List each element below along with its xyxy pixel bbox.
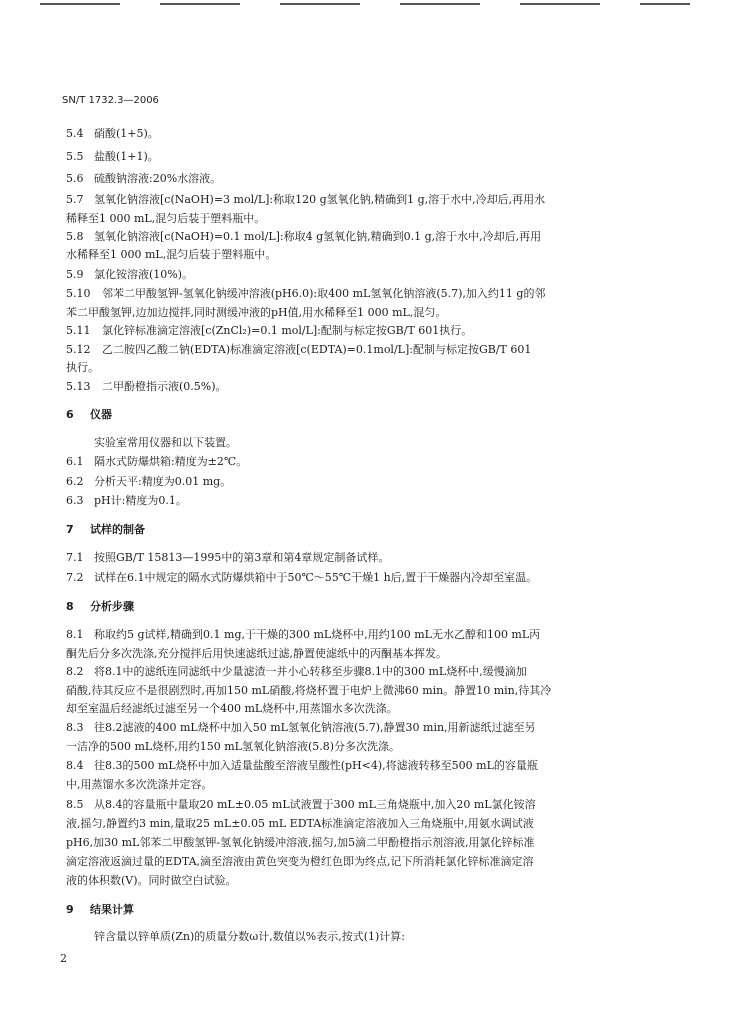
- text-line: [66, 549, 389, 565]
- clause-number: 6.3: [66, 494, 84, 507]
- line-text: 液,摇匀,静置约3 min,量取25 mL±0.05 mL EDTA标准滴定溶液加入三角烧瓶中,用氨水调试液: [66, 817, 534, 830]
- clause-number: 5.9: [66, 268, 84, 281]
- text-line: [66, 246, 276, 262]
- line-text: 酮先后分多次洗涤,充分搅拌后用快速滤纸过滤,静置使滤纸中的丙酮基本挥发。: [66, 647, 447, 660]
- clause-number: 5.10: [66, 287, 91, 300]
- document-header: SN/T 1732.3—2006: [62, 95, 159, 106]
- text-line: [66, 796, 536, 812]
- text-line: [66, 228, 541, 244]
- text-line: [66, 738, 400, 754]
- line-text: 邻苯二甲酸氢钾-氢氧化钠缓冲溶液(pH6.0):取400 mL氢氧化钠溶液(5.7),加入约11 g的邻: [102, 287, 546, 300]
- clause-number: 8.2: [66, 665, 84, 678]
- line-text: 乙二胺四乙酸二钠(EDTA)标准滴定溶液[c(EDTA)=0.1mol/L]:配制与标定按GB/T 601: [102, 343, 532, 356]
- text-line: [66, 304, 446, 320]
- section-heading: [66, 598, 134, 614]
- text-line: [66, 378, 227, 394]
- text-line: [66, 359, 99, 375]
- line-text: pH6,加30 mL邻苯二甲酸氢钾-氢氧化钠缓冲溶液,摇匀,加5滴二甲酚橙指示剂溶液,用氯化锌标准: [66, 836, 535, 849]
- clause-number: 5.11: [66, 324, 91, 337]
- text-line: [66, 719, 536, 735]
- line-text: 氯化锌标准滴定溶液[c(ZnCl₂)=0.1 mol/L]:配制与标定按GB/T 601执行。: [102, 324, 473, 337]
- clause-number: 8.3: [66, 721, 84, 734]
- line-text: 氯化铵溶液(10%)。: [94, 268, 194, 281]
- text-line: [66, 125, 159, 141]
- text-line: [66, 170, 221, 186]
- top-rule: [40, 3, 690, 5]
- line-text: 实验室常用仪器和以下装置。: [94, 436, 237, 449]
- line-text: 往8.3的500 mL烧杯中加入适量盐酸至溶液呈酸性(pH<4),将滤液转移至500 mL的容量瓶: [94, 759, 538, 772]
- text-line: [66, 285, 545, 301]
- line-text: 试样的制备: [90, 523, 145, 536]
- clause-number: 5.5: [66, 150, 84, 163]
- clause-number: 7: [66, 523, 74, 536]
- clause-number: 8.4: [66, 759, 84, 772]
- clause-number: 5.7: [66, 193, 84, 206]
- clause-number: 8.1: [66, 628, 84, 641]
- clause-number: 7.1: [66, 551, 84, 564]
- page-number: 2: [60, 952, 67, 965]
- line-text: pH计:精度为0.1。: [94, 494, 187, 507]
- text-line: [66, 266, 193, 282]
- text-line: [66, 663, 527, 679]
- line-text: 锌含量以锌单质(Zn)的质量分数ω计,数值以%表示,按式(1)计算:: [94, 930, 406, 943]
- clause-number: 5.4: [66, 127, 84, 140]
- line-text: 往8.2滤液的400 mL烧杯中加入50 mL氢氧化钠溶液(5.7),静置30 min,用新滤纸过滤至另: [94, 721, 536, 734]
- clause-number: 9: [66, 903, 74, 916]
- text-line: [66, 210, 265, 226]
- text-line: [66, 148, 159, 164]
- line-text: 水稀释至1 000 mL,混匀后装于塑料瓶中。: [66, 248, 277, 261]
- clause-number: 7.2: [66, 571, 84, 584]
- line-text: 分析天平:精度为0.01 mg。: [94, 475, 232, 488]
- text-line: [66, 776, 213, 792]
- text-line: [66, 191, 545, 207]
- line-text: 苯二甲酸氢钾,边加边搅拌,同时测缓冲液的pH值,用水稀释至1 000 mL,混匀。: [66, 306, 447, 319]
- line-text: 执行。: [66, 361, 99, 374]
- line-text: 稀释至1 000 mL,混匀后装于塑料瓶中。: [66, 212, 266, 225]
- line-text: 按照GB/T 15813—1995中的第3章和第4章规定制备试样。: [94, 551, 390, 564]
- text-line: [66, 757, 538, 773]
- line-text: 一洁净的500 mL烧杯,用约150 mL氢氧化钠溶液(5.8)分多次洗涤。: [66, 740, 401, 753]
- text-line: [66, 645, 447, 661]
- line-text: 二甲酚橙指示液(0.5%)。: [102, 380, 227, 393]
- text-line: [94, 434, 237, 450]
- text-line: [66, 341, 531, 357]
- section-heading: [66, 406, 112, 422]
- text-line: [66, 815, 534, 831]
- text-line: [66, 682, 551, 698]
- line-text: 分析步骤: [90, 600, 134, 613]
- section-heading: [66, 521, 145, 537]
- line-text: 隔水式防爆烘箱:精度为±2℃。: [94, 455, 248, 468]
- line-text: 盐酸(1+1)。: [94, 150, 159, 163]
- text-line: [66, 834, 535, 850]
- clause-number: 5.6: [66, 172, 84, 185]
- line-text: 滴定溶液返滴过量的EDTA,滴至溶液由黄色突变为橙红色即为终点,记下所消耗氯化锌标准滴定溶: [66, 855, 534, 868]
- line-text: 硫酸钠溶液:20%水溶液。: [94, 172, 222, 185]
- text-line: [66, 473, 231, 489]
- clause-number: 8: [66, 600, 74, 613]
- line-text: 称取约5 g试样,精确到0.1 mg,于干燥的300 mL烧杯中,用约100 mL无水乙醇和100 mL丙: [94, 628, 541, 641]
- line-text: 却至室温后经滤纸过滤至另一个400 mL烧杯中,用蒸馏水多次洗涤。: [66, 702, 398, 715]
- clause-number: 8.5: [66, 798, 84, 811]
- text-line: [66, 853, 534, 869]
- line-text: 硝酸,待其反应不是很剧烈时,再加150 mL硝酸,将烧杯置于电炉上微沸60 min。静置10 min,待其冷: [66, 684, 552, 697]
- text-line: [94, 928, 405, 944]
- clause-number: 5.12: [66, 343, 91, 356]
- line-text: 中,用蒸馏水多次洗涤并定容。: [66, 778, 213, 791]
- line-text: 从8.4的容量瓶中量取20 mL±0.05 mL试液置于300 mL三角烧瓶中,加入20 mL氯化铵溶: [94, 798, 536, 811]
- text-line: [66, 322, 472, 338]
- clause-number: 5.8: [66, 230, 84, 243]
- line-text: 液的体积数(V)。同时做空白试验。: [66, 874, 237, 887]
- text-line: [66, 492, 187, 508]
- text-line: [66, 453, 247, 469]
- clause-number: 6.1: [66, 455, 84, 468]
- clause-number: 6.2: [66, 475, 84, 488]
- text-line: [66, 569, 537, 585]
- line-text: 结果计算: [90, 903, 134, 916]
- clause-number: 5.13: [66, 380, 91, 393]
- section-heading: [66, 901, 134, 917]
- clause-number: 6: [66, 408, 74, 421]
- line-text: 氢氧化钠溶液[c(NaOH)=3 mol/L]:称取120 g氢氧化钠,精确到1 g,溶于水中,冷却后,再用水: [94, 193, 546, 206]
- text-line: [66, 872, 237, 888]
- line-text: 将8.1中的滤纸连同滤纸中少量滤渣一并小心转移至步骤8.1中的300 mL烧杯中,缓慢滴加: [94, 665, 527, 678]
- line-text: 氢氧化钠溶液[c(NaOH)=0.1 mol/L]:称取4 g氢氧化钠,精确到0.1 g,溶于水中,冷却后,再用: [94, 230, 542, 243]
- line-text: 仪器: [90, 408, 112, 421]
- text-line: [66, 626, 540, 642]
- line-text: 硝酸(1+5)。: [94, 127, 159, 140]
- line-text: 试样在6.1中规定的隔水式防爆烘箱中于50℃～55℃干燥1 h后,置于干燥器内冷却至室温。: [94, 571, 538, 584]
- text-line: [66, 700, 398, 716]
